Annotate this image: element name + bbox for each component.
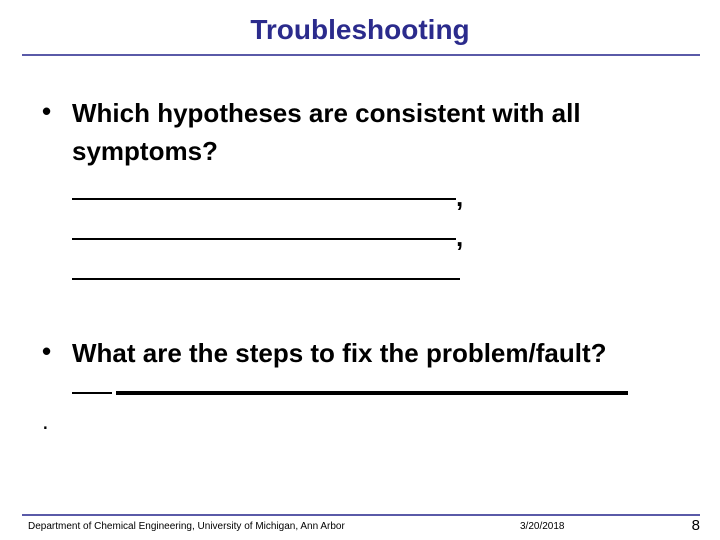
stray-period: . xyxy=(42,408,49,435)
footer-department: Department of Chemical Engineering, University of Michigan, Ann Arbor xyxy=(28,521,345,532)
footer-divider xyxy=(22,514,700,516)
answer-blank-3 xyxy=(72,278,460,280)
title-divider xyxy=(22,54,700,56)
answer-blank-4a xyxy=(72,392,112,394)
bullet-1-line-1: Which hypotheses are consistent with all xyxy=(72,98,581,128)
footer-date: 3/20/2018 xyxy=(520,521,565,532)
bullet-marker-2: • xyxy=(42,336,52,366)
answer-blank-2 xyxy=(72,238,456,240)
blank-separator-2: , xyxy=(456,222,464,252)
answer-blank-1 xyxy=(72,198,456,200)
slide-title: Troubleshooting xyxy=(250,14,470,45)
bullet-1-line-2: symptoms? xyxy=(72,136,218,166)
bullet-marker-1: • xyxy=(42,96,52,126)
bullet-2-line-1: What are the steps to fix the problem/fault? xyxy=(72,338,607,368)
page-number: 8 xyxy=(691,517,700,534)
blank-separator-1: , xyxy=(456,182,464,212)
answer-blank-4b xyxy=(116,391,628,395)
